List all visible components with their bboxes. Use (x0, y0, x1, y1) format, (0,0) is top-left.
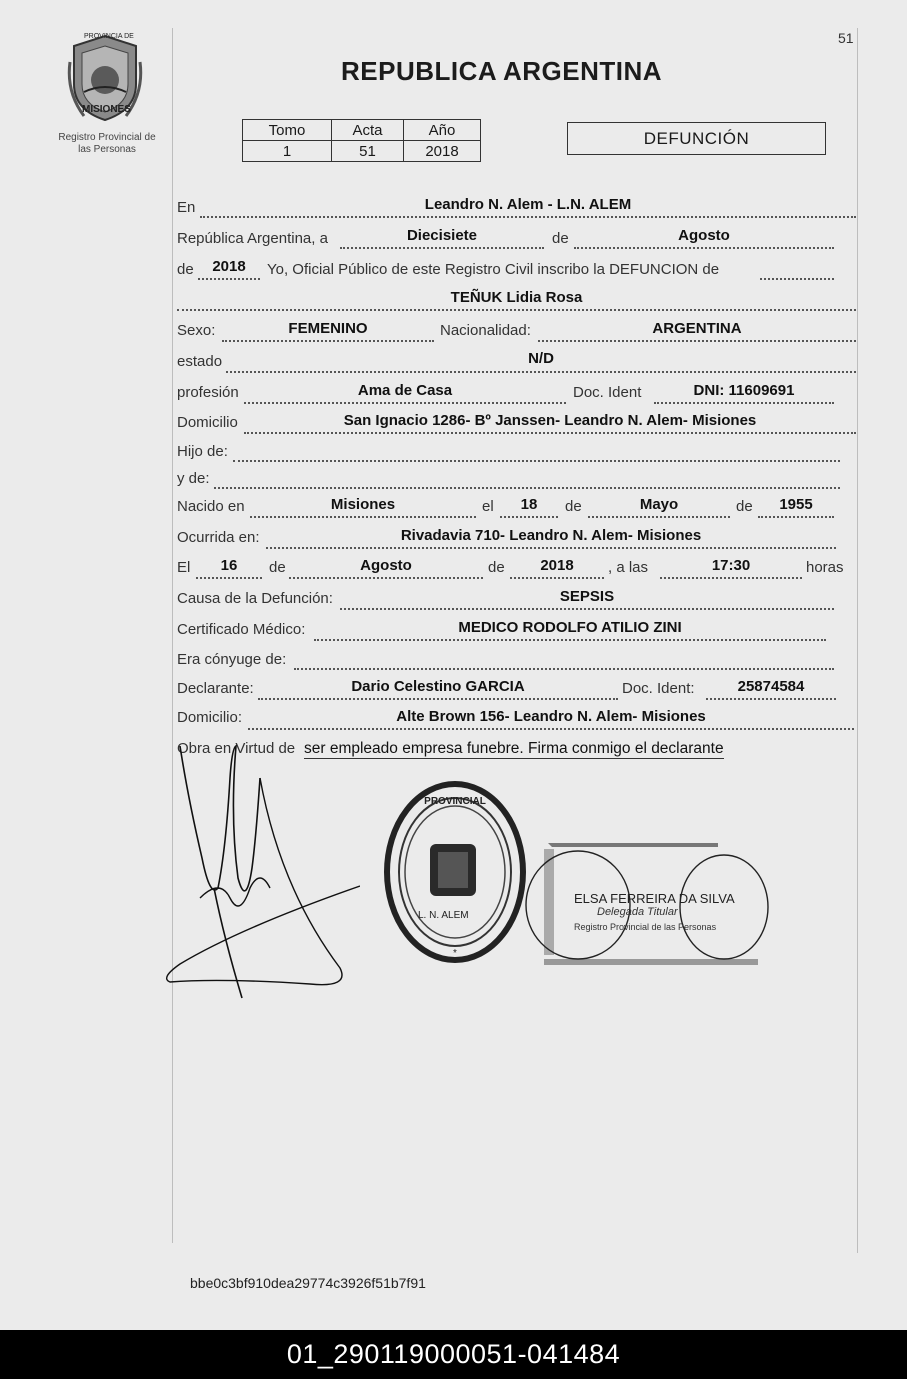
conyuge-label: Era cónyuge de: (177, 651, 287, 668)
def-anio-dotted-line (510, 577, 604, 579)
def-hora-dotted-line (660, 577, 802, 579)
left-margin-line (172, 28, 173, 1243)
obra-label: Obra en Virtud de (177, 740, 296, 757)
svg-text:PROVINCIAL: PROVINCIAL (424, 796, 486, 807)
nac-mes-dotted-line (588, 516, 730, 518)
right-margin-line (857, 28, 858, 1253)
footer-code: 01_290119000051-041484 (286, 1339, 621, 1369)
officer-role: Delegada Titular (597, 906, 678, 918)
domicilio-value: San Ignacio 1286- Bº Janssen- Leandro N. Alem- Misiones (343, 412, 757, 429)
de2-label: de (177, 261, 194, 278)
round-seal-inner-text: L. N. ALEM (418, 910, 469, 921)
nac-dia-value: 18 (520, 496, 538, 513)
def-dia-value: 16 (220, 557, 238, 574)
estado-dotted-line (226, 371, 856, 373)
estado-value: N/D (528, 350, 554, 367)
profesion-dotted-line (244, 402, 566, 404)
sexo-dotted-line (222, 340, 434, 342)
declarante-value: Dario Celestino GARCIA (351, 678, 525, 695)
anio-reg-value: 2018 (212, 258, 246, 275)
declarant-signature (160, 738, 360, 1008)
ocurrida-dotted-line (266, 547, 836, 549)
en-dotted-line (200, 216, 856, 218)
causa-dotted-line (340, 608, 834, 610)
seal-text-top: PROVINCIA DE (84, 33, 134, 40)
officer-org: Registro Provincial de las Personas (574, 922, 717, 932)
nacionalidad-value: ARGENTINA (652, 320, 742, 337)
act-type-box: DEFUNCIÓN (567, 122, 826, 155)
registry-round-seal (380, 780, 530, 970)
nombre-value: TEÑUK Lidia Rosa (450, 289, 583, 306)
doc2-label: Doc. Ident: (622, 680, 695, 697)
def-anio-value: 2018 (540, 557, 574, 574)
registry-label (48, 132, 166, 156)
declarante-dotted-line (258, 698, 618, 700)
officer-name: ELSA FERREIRA DA SILVA (574, 891, 735, 906)
doc-label: Doc. Ident (573, 384, 642, 401)
yo-text: Yo, Oficial Público de este Registro Civil inscribo la DEFUNCION de (267, 261, 720, 278)
en-value: Leandro N. Alem - L.N. ALEM (424, 196, 632, 213)
svg-text:*: * (453, 948, 457, 959)
ocurrida-value: Rivadavia 710- Leandro N. Alem- Misiones (400, 527, 702, 544)
obra-value: ser empleado empresa funebre. Firma conmigo el declarante (304, 740, 724, 757)
tomo-acta-anio-table (242, 119, 481, 162)
causa-label: Causa de la Defunción: (177, 590, 333, 607)
document-title: REPUBLICA ARGENTINA (341, 56, 663, 86)
certificado-label: Certificado Médico: (177, 621, 306, 638)
conyuge-dotted-line (294, 668, 834, 670)
registry-label-line2: las Personas (78, 144, 136, 155)
domicilio-label: Domicilio (177, 414, 238, 431)
document-hash: bbe0c3bf910dea29774c3926f51b7f91 (190, 1275, 426, 1291)
nacionalidad-dotted-line (538, 340, 856, 342)
declarante-label: Declarante: (177, 680, 254, 697)
certificado-value: MEDICO RODOLFO ATILIO ZINI (458, 619, 682, 636)
doc-value: DNI: 11609691 (693, 382, 795, 399)
nacionalidad-label: Nacionalidad: (440, 322, 531, 339)
certificado-dotted-line (314, 639, 826, 641)
sexo-label: Sexo: (177, 322, 216, 339)
hijo-dotted-line (233, 460, 840, 462)
el-label: el (482, 498, 494, 515)
nac-mes-value: Mayo (639, 496, 679, 513)
el2-label: El (177, 559, 191, 576)
anio-value: 2018 (404, 141, 481, 162)
yo-dotted-line (760, 278, 834, 280)
de3-label: de (565, 498, 582, 515)
def-hora-value: 17:30 (711, 557, 751, 574)
estado-label: estado (177, 353, 223, 370)
mes-dotted-line (574, 247, 834, 249)
tomo-label: Tomo (243, 120, 332, 141)
def-dia-dotted-line (196, 577, 262, 579)
de6-label: de (488, 559, 505, 576)
dia-dotted-line (340, 247, 544, 249)
domicilio2-dotted-line (248, 728, 854, 730)
dia-value: Diecisiete (406, 227, 478, 244)
def-mes-dotted-line (289, 577, 483, 579)
domicilio2-label: Domicilio: (177, 709, 243, 726)
mes-value: Agosto (678, 227, 730, 244)
nacido-label: Nacido en (177, 498, 245, 515)
anio-dotted-line (198, 278, 260, 280)
doc-dotted-line (654, 402, 834, 404)
nombre-dotted-line (177, 309, 856, 311)
registry-label-line1: Registro Provincial de (58, 132, 156, 143)
nac-dia-dotted-line (500, 516, 558, 518)
doc2-dotted-line (706, 698, 836, 700)
en-label: En (177, 199, 196, 216)
tomo-value: 1 (243, 141, 332, 162)
de5-label: de (269, 559, 286, 576)
doc2-value: 25874584 (737, 678, 805, 695)
alas-label: , a las (608, 559, 649, 576)
page-number: 51 (838, 30, 854, 46)
nac-anio-value: 1955 (779, 496, 813, 513)
domicilio-dotted-line (244, 432, 856, 434)
hijo-label: Hijo de: (177, 443, 228, 460)
anio-label: Año (404, 120, 481, 141)
de-label: de (552, 230, 569, 247)
footer-bar (0, 1330, 907, 1379)
republica-label: República Argentina, a (177, 230, 328, 247)
seal-text-bottom: MISIONES (82, 104, 131, 115)
horas-label: horas (806, 559, 844, 576)
nac-anio-dotted-line (758, 516, 834, 518)
def-mes-value: Agosto (360, 557, 412, 574)
yde-label: y de: (177, 470, 210, 487)
nacido-dotted-line (250, 516, 476, 518)
nacido-value: Misiones (330, 496, 396, 513)
causa-value: SEPSIS (559, 588, 615, 605)
sexo-value: FEMENINO (288, 320, 368, 337)
domicilio2-value: Alte Brown 156- Leandro N. Alem- Misiones (396, 708, 706, 725)
de4-label: de (736, 498, 753, 515)
yde-dotted-line (214, 487, 840, 489)
profesion-value: Ama de Casa (357, 382, 453, 399)
acta-value: 51 (332, 141, 404, 162)
ocurrida-label: Ocurrida en: (177, 529, 260, 546)
acta-label: Acta (332, 120, 404, 141)
profesion-label: profesión (177, 384, 239, 401)
